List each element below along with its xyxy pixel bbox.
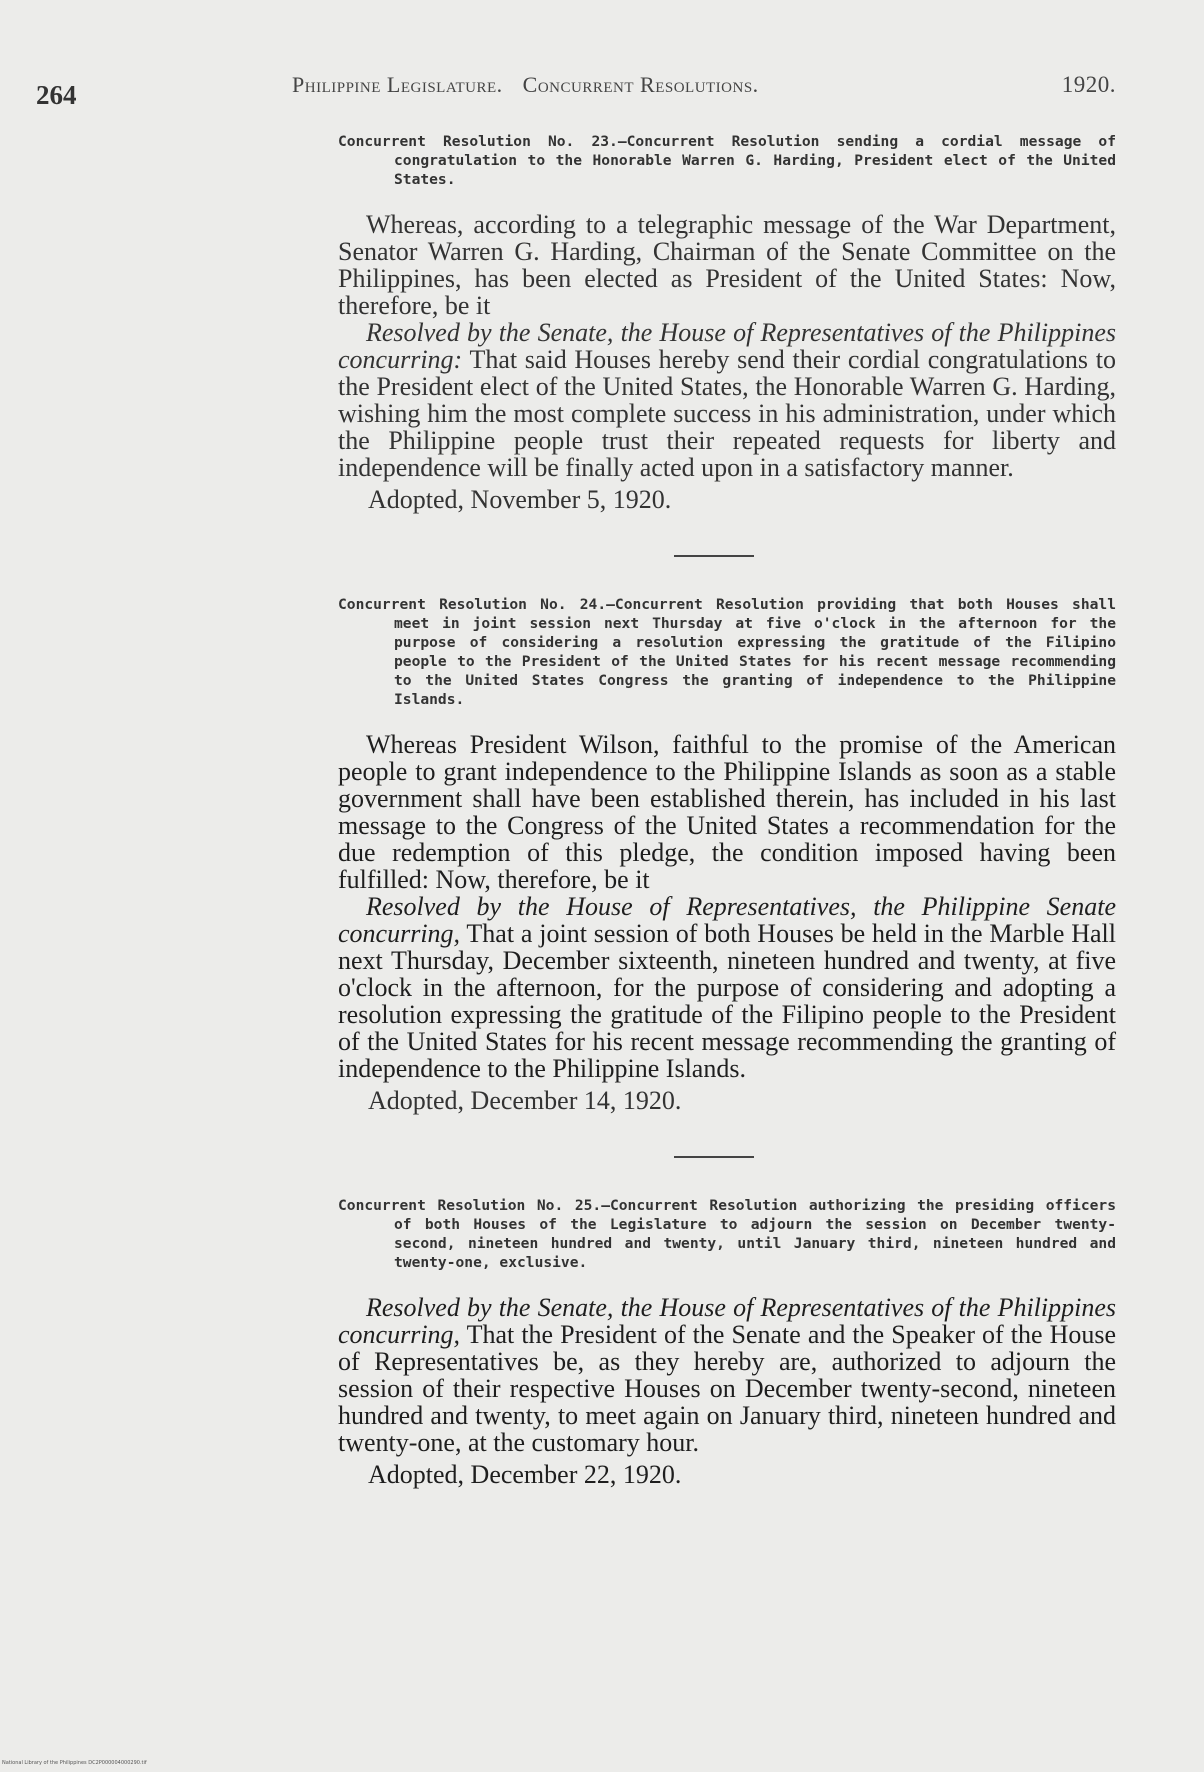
- section-divider: [674, 555, 754, 557]
- running-head-section: Concurrent Resolutions.: [522, 72, 759, 97]
- adopted-date: Adopted, December 22, 1920.: [368, 1460, 682, 1489]
- adopted-date: Adopted, December 14, 1920.: [368, 1086, 682, 1115]
- running-head-title: Philippine Legislature.: [292, 72, 503, 97]
- running-head: [292, 72, 1116, 98]
- adopted-date: Adopted, November 5, 1920.: [368, 485, 672, 514]
- section-divider: [674, 1156, 754, 1158]
- resolved-clause: Resolved by the Senate, the House of Representatives of the Philippines concurring:: [338, 318, 1116, 374]
- resolved-clause: Resolved by the House of Representatives, the Philippine Senate concurring,: [338, 892, 1116, 948]
- resolved-paragraph: [338, 1294, 1116, 1456]
- resolved-paragraph: [338, 893, 1116, 1082]
- whereas-paragraph: Whereas President Wilson, faithful to the promise of the American people to grant independence to the Philippine Islands as soon as a stable government shall have been established therein, has included in his last message to the Congress of the United States a recommendation for the due redemption of this pledge, the condition imposed having been fulfilled: Now, therefore, be it: [338, 730, 1116, 894]
- page-number: 264: [36, 80, 77, 110]
- resolution-heading: Concurrent Resolution No. 23.—Concurrent Resolution sending a cordial message of congratulation to the Honorable Warren G. Harding, President elect of the United States.: [338, 133, 1116, 188]
- whereas-paragraph: Whereas, according to a telegraphic message of the War Department, Senator Warren G. Harding, Chairman of the Senate Committee on the Philippines, has been elected as President of the United States: Now, therefore, be it: [338, 210, 1116, 320]
- archive-stamp: National Library of the Philippines DC2P000004000290.tif: [2, 1760, 147, 1766]
- resolution-23: [338, 132, 1116, 515]
- resolved-body: That said Houses hereby send their cordial congratulations to the President elect of the United States, the Honorable Warren G. Harding, wishing him the most complete success in his administration, under which the Philippine people trust their repeated requests for liberty and independence will be finally acted upon in a satisfactory manner.: [338, 345, 1116, 482]
- resolved-paragraph: [338, 319, 1116, 481]
- resolution-heading: Concurrent Resolution No. 24.—Concurrent Resolution providing that both Houses shall meet in joint session next Thursday at five o'clock in the afternoon for the purpose of considering a resolution expressing the gratitude of the Filipino people to the President of the United States for his recent message recommending to the United States Congress the granting of independence to the Philippine Islands.: [338, 596, 1116, 708]
- resolved-body: That a joint session of both Houses be held in the Marble Hall next Thursday, December sixteenth, nineteen hundred and twenty, at five o'clock in the afternoon, for the purpose of considering and adopting a resolution expressing the gratitude of the Filipino people to the President of the United States for his recent message recommending the granting of independence to the Philippine Islands.: [338, 919, 1116, 1083]
- resolved-body: That the President of the Senate and the Speaker of the House of Representatives be, as they hereby are, authorized to adjourn the session of their respective Houses on December twenty-second, nineteen hundred and twenty, to meet again on January third, nineteen hundred and twenty-one, at the customary hour.: [338, 1320, 1116, 1457]
- resolution-25: [338, 1196, 1116, 1490]
- page-content: [338, 132, 1116, 1490]
- resolution-heading: Concurrent Resolution No. 25.—Concurrent Resolution authorizing the presiding officers of both Houses of the Legislature to adjourn the session on December twenty-second, nineteen hundred and twenty, until January third, nineteen hundred and twenty-one, exclusive.: [338, 1197, 1116, 1271]
- running-head-year: 1920.: [1061, 72, 1116, 97]
- resolution-24: [338, 595, 1116, 1116]
- resolved-clause: Resolved by the Senate, the House of Representatives of the Philippines concurring,: [338, 1293, 1116, 1349]
